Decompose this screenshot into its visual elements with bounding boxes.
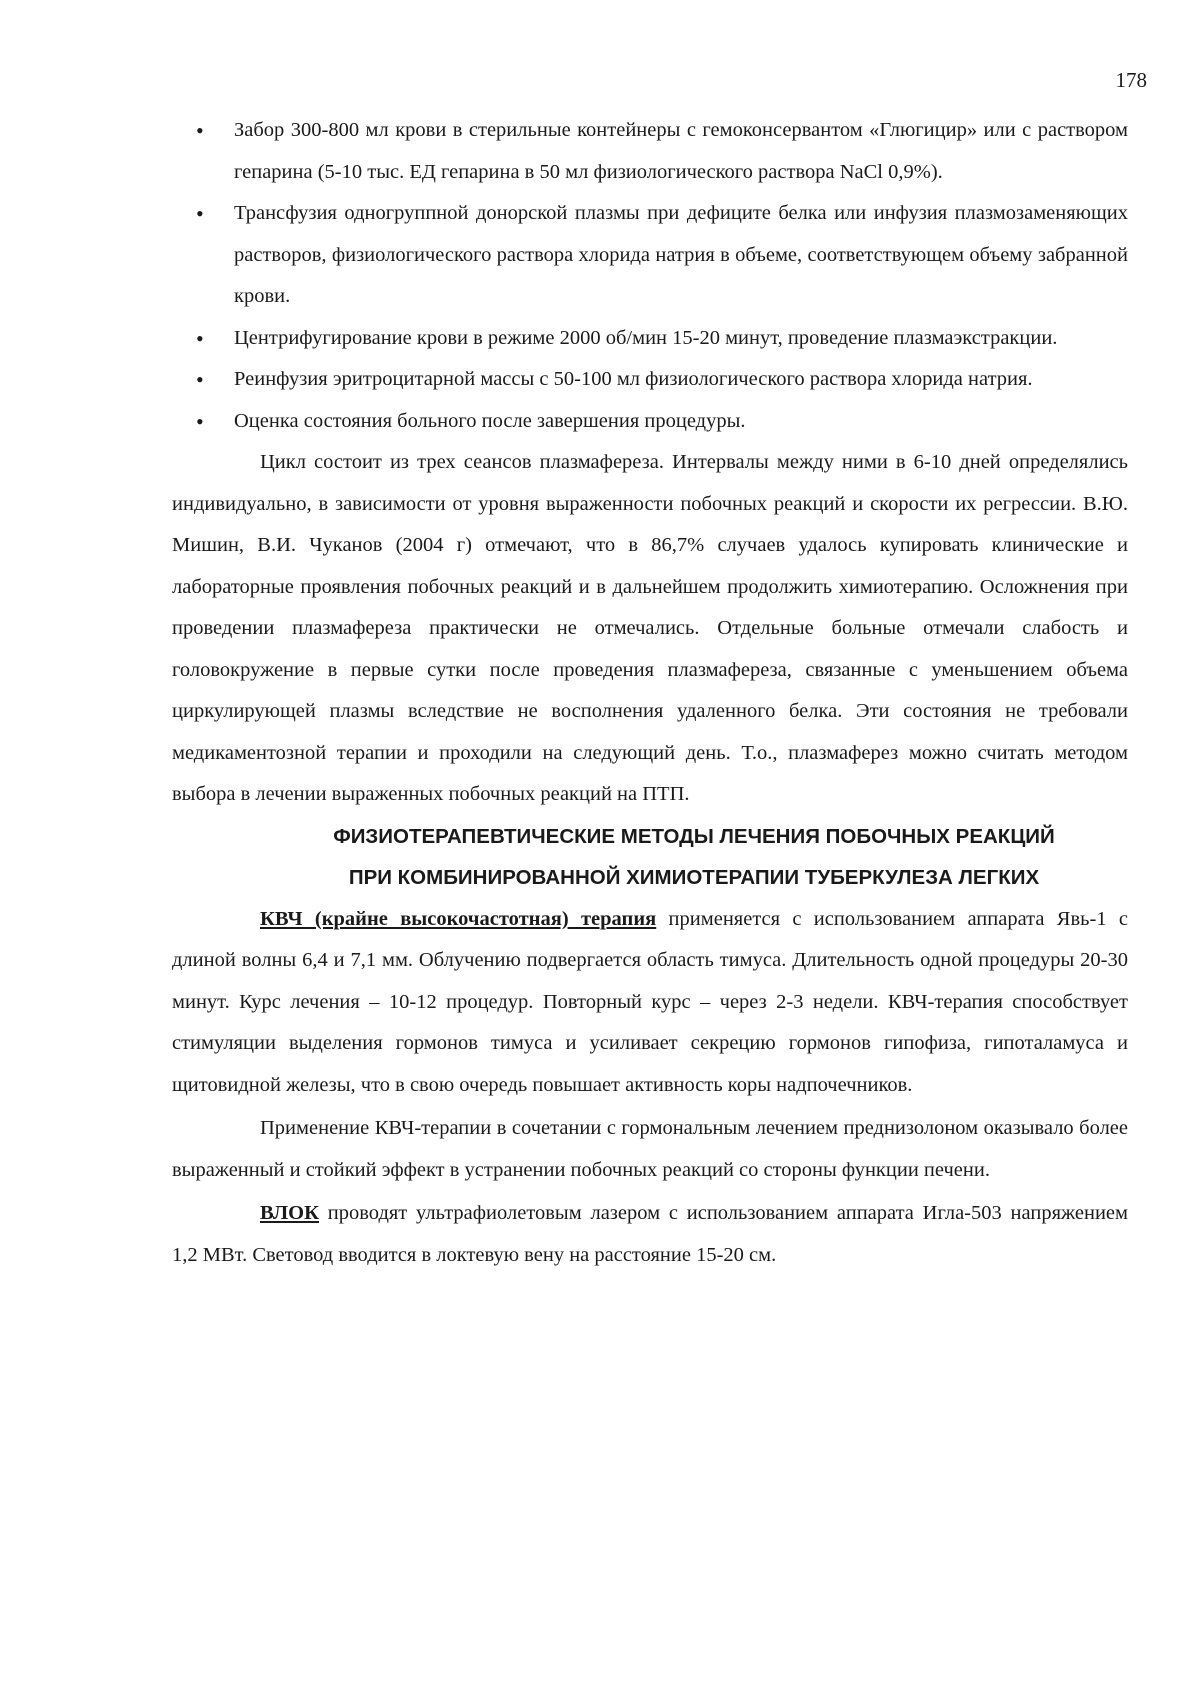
paragraph-kvch-application: Применение КВЧ-терапии в сочетании с гормональным лечением преднизолоном оказывало более выраженный и стойкий эффект в устранении побочных реакций со стороны функции печени.	[172, 1117, 1128, 1181]
bullet-icon: •	[196, 408, 204, 434]
section-title-line-2: ПРИ КОМБИНИРОВАННОЙ ХИМИОТЕРАПИИ ТУБЕРКУЛЕЗА ЛЕГКИХ	[348, 866, 1040, 889]
list-item	[172, 110, 1128, 193]
list-item-text: Реинфузия эритроцитарной массы с 50-100 мл физиологического раствора хлорида натрия.	[234, 368, 1033, 390]
list-item-text: Оценка состояния больного после завершения процедуры.	[234, 409, 746, 432]
section-title-line-1: ФИЗИОТЕРАПЕВТИЧЕСКИЕ МЕТОДЫ ЛЕЧЕНИЯ ПОБОЧНЫХ РЕАКЦИЙ	[333, 824, 1055, 848]
paragraph-vlok	[172, 1193, 1128, 1276]
list-item-text: Забор 300-800 мл крови в стерильные контейнеры с гемоконсервантом «Глюгицир» или с раствором гепарина (5-10 тыс. ЕД гепарина в 50 мл физиологического раствора NaCl 0,9%).	[234, 119, 1128, 183]
kvch-description: применяется с использованием аппарата Явь-1 с длиной волны 6,4 и 7,1 мм. Облучению подвергается область тимуса. Длительность одной процедуры 20-30 минут. Курс лечения – 10-12 процедур. Повторный курс – через 2-3 недели. КВЧ-терапия способствует стимуляции выделения гормонов тимуса и усиливает секрецию гормонов гипофиза, гипоталамуса и щитовидной железы, что в свою очередь повышает активность коры надпочечников.	[172, 907, 1128, 1096]
paragraph-plasmapheresis-cycle: Цикл состоит из трех сеансов плазмафереза. Интервалы между ними в 6-10 дней определялись индивидуально, в зависимости от уровня выраженности побочных реакций и скорости их регрессии. В.Ю. Мишин, В.И. Чуканов (2004 г) отмечают, что в 86,7% случаев удалось купировать клинические и лабораторные проявления побочных реакций и в дальнейшем продолжить химиотерапию. Осложнения при проведении плазмафереза практически не отмечались. Отдельные больные отмечали слабость и головокружение в первые сутки после проведения плазмафереза, связанные с уменьшением объема циркулирующей плазмы вследствие не восполнения удаленного белка. Эти состояния не требовали медикаментозной терапии и проходили на следующий день. Т.о., плазмаферез можно считать методом выбора в лечении выраженных побочных реакций на ПТП.	[172, 451, 1128, 805]
list-item	[172, 359, 1128, 401]
vlok-term: ВЛОК	[260, 1202, 319, 1224]
page-number: 178	[1115, 68, 1147, 92]
bullet-icon: •	[196, 118, 204, 143]
list-item-text: Трансфузия одногруппной донорской плазмы при дефиците белка или инфузия плазмозаменяющих растворов, физиологического раствора хлорида натрия в объеме, соответствующем объему забранной крови.	[234, 202, 1128, 307]
vlok-description: проводят ультрафиолетовым лазером с использованием аппарата Игла-503 напряжением 1,2 МВт. Световод вводится в локтевую вену на расстояние 15-20 см.	[172, 1202, 1128, 1266]
page-body	[172, 110, 1128, 1276]
procedure-steps-list	[172, 110, 1128, 442]
list-item	[172, 401, 1128, 443]
list-item	[172, 318, 1128, 360]
section-title	[172, 816, 1128, 899]
list-item-text: Центрифугирование крови в режиме 2000 об/мин 15-20 минут, проведение плазмаэкстракции.	[234, 326, 1058, 349]
kvch-term: КВЧ (крайне высокочастотная) терапия	[260, 907, 657, 930]
paragraph-kvch-therapy	[172, 899, 1128, 1107]
bullet-icon: •	[196, 367, 204, 392]
bullet-icon: •	[196, 325, 204, 351]
bullet-icon: •	[196, 201, 204, 226]
list-item	[172, 193, 1128, 318]
